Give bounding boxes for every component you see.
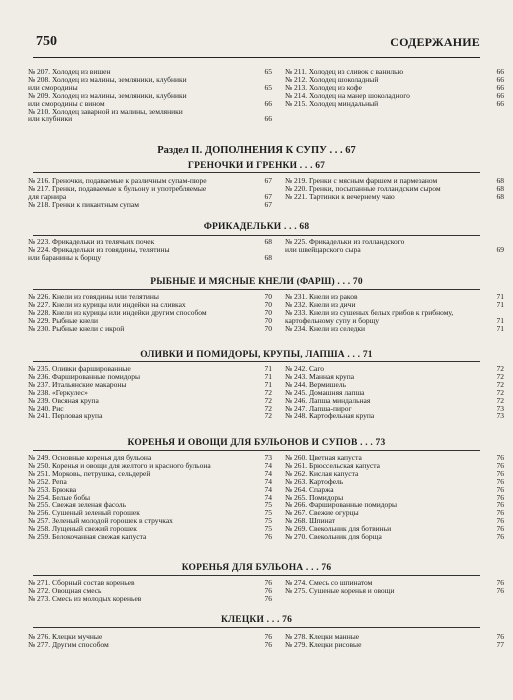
entry-page-number: 71	[496, 292, 504, 301]
entry-page-number: 68	[496, 183, 504, 193]
section-4-left-column	[28, 454, 272, 541]
entry-page-number: 76	[496, 460, 504, 470]
entry-title: № 266. Фаршированные помидоры	[285, 500, 398, 510]
entry-title: № 231. Кнели из раков	[285, 292, 358, 301]
section-rule-6	[33, 627, 480, 628]
entry-title: № 208. Холодец из малины, земляники, клубники	[28, 74, 187, 84]
toc-entry	[285, 193, 504, 201]
entry-page-number: 71	[496, 299, 504, 309]
entry-title: № 250. Коренья и овощи для желтого и красного бульона	[28, 460, 211, 470]
entry-title: № 248. Картофельная крупа	[285, 411, 375, 421]
entry-page-number: 75	[264, 508, 272, 518]
entry-page-number: 68	[264, 252, 272, 262]
entry-title: № 236. Фаршированные помидоры	[28, 371, 141, 381]
entry-title: № 269. Свекольник для ботвиньи	[285, 524, 392, 534]
entry-title: № 211. Холодец из сливок с ванилью	[285, 67, 404, 76]
section-1-left-column	[28, 238, 272, 262]
entry-page-number: 76	[264, 532, 272, 542]
entry-title: № 234. Кнели из селедки	[285, 323, 366, 333]
entry-page-number: 76	[496, 632, 504, 641]
entry-page-number: 76	[496, 500, 504, 510]
section-rule-0	[33, 172, 480, 173]
entry-title: № 214. Холодец на манер шоколадного	[285, 90, 410, 100]
entry-title: № 216. Греночки, подаваемые к различным супам-пюре	[28, 176, 207, 185]
toc-entry	[28, 254, 272, 262]
entry-title: № 276. Клецки мучные	[28, 632, 103, 641]
entry-page-number: 71	[496, 315, 504, 325]
section-6-left-column	[28, 633, 272, 649]
section-3-left-column	[28, 365, 272, 420]
section-title-4: КОРЕНЬЯ И ОВОЩИ ДЛЯ БУЛЬОНОВ И СУПОВ . . . 73	[127, 438, 386, 448]
entry-title: № 219. Гренки с мясным фаршем и пармезаном	[285, 176, 438, 185]
section-title-5: КОРЕНЬЯ ДЛЯ БУЛЬОНА . . . 76	[181, 563, 332, 573]
entry-title: картофельному супу и борщу	[285, 315, 380, 325]
entry-page-number: 72	[496, 379, 504, 389]
entry-page-number: 72	[496, 387, 504, 397]
toc-entry	[28, 397, 272, 405]
page-header	[36, 34, 480, 52]
entry-page-number: 75	[264, 524, 272, 534]
entry-page-number: 71	[264, 364, 272, 373]
entry-title: № 264. Спаржа	[285, 484, 334, 494]
entry-page-number: 67	[264, 176, 272, 185]
entry-title: № 263. Картофель	[285, 476, 344, 486]
entry-title: № 259. Белокочанная свежая капуста	[28, 532, 147, 542]
section-5-left-column	[28, 579, 272, 603]
entry-title: № 210. Холодец заварной из малины, земляники	[28, 106, 183, 116]
entry-page-number: 66	[496, 98, 504, 108]
toc-entry	[28, 201, 272, 209]
entry-title: № 260. Цветная капуста	[285, 453, 362, 462]
entry-title: № 215. Холодец миндальный	[285, 98, 379, 108]
block1-right-column	[285, 68, 504, 108]
section-title-3: ОЛИВКИ И ПОМИДОРЫ, КРУПЫ, ЛАПША . . . 71	[140, 350, 373, 360]
section-title-0: ГРЕНОЧКИ И ГРЕНКИ . . . 67	[187, 161, 326, 171]
toc-entry	[285, 325, 504, 333]
entry-title: № 233. Кнели из сушеных белых грибов к грибному,	[285, 307, 454, 317]
entry-title: № 251. Морковь, петрушка, сельдерей	[28, 468, 151, 478]
entry-title: № 271. Сборный состав кореньев	[28, 578, 135, 587]
entry-title: № 261. Брюссельская капуста	[285, 460, 380, 470]
entry-title: № 237. Итальянские макароны	[28, 379, 127, 389]
entry-page-number: 74	[264, 484, 272, 494]
entry-page-number: 76	[496, 476, 504, 486]
entry-page-number: 72	[264, 395, 272, 405]
entry-title: № 277. Другим способом	[28, 639, 109, 649]
entry-page-number: 77	[496, 639, 504, 649]
entry-page-number: 71	[496, 323, 504, 333]
entry-page-number: 68	[496, 176, 504, 185]
entry-page-number: 65	[264, 82, 272, 92]
section-2-left-column	[28, 293, 272, 333]
block1-left-column	[28, 68, 272, 123]
entry-title: № 240. Рис	[28, 403, 64, 413]
entry-page-number: 73	[496, 403, 504, 413]
section-title-1: ФРИКАДЕЛЬКИ . . . 68	[203, 222, 310, 232]
entry-page-number: 70	[264, 323, 272, 333]
entry-title: № 224. Фрикадельки из говядины, телятины	[28, 244, 170, 254]
toc-entry	[28, 325, 272, 333]
entry-page-number: 76	[264, 632, 272, 641]
entry-title: № 229. Рыбные кнели	[28, 315, 99, 325]
entry-title: № 207. Холодец из вишен	[28, 67, 111, 76]
entry-title: № 254. Белые бобы	[28, 492, 91, 502]
entry-title: № 228. Кнели из курицы или индейки другим способом	[28, 307, 207, 317]
entry-title: № 235. Оливки фаршированные	[28, 364, 131, 373]
entry-page-number: 67	[264, 191, 272, 201]
entry-title: № 252. Репа	[28, 476, 67, 486]
entry-title: № 230. Рыбные кнели с икрой	[28, 323, 125, 333]
entry-title: № 217. Гренки, подаваемые к бульону и употребляемые	[28, 183, 207, 193]
entry-title: № 273. Смесь из молодых кореньев	[28, 593, 142, 603]
entry-title: № 243. Манная крупа	[285, 371, 355, 381]
entry-title: № 249. Основные коренья для бульона	[28, 453, 152, 462]
entry-title: № 242. Саго	[285, 364, 325, 373]
toc-entry	[285, 587, 504, 595]
entry-title: № 246. Лапша миндальная	[285, 395, 371, 405]
entry-title: № 225. Фрикадельки из голландского	[285, 237, 405, 246]
entry-title: № 247. Лапша-пирог	[285, 403, 352, 413]
entry-page-number: 66	[496, 82, 504, 92]
entry-page-number: 76	[496, 578, 504, 587]
section-0-left-column	[28, 177, 272, 209]
entry-page-number: 71	[264, 379, 272, 389]
entry-title: № 255. Свежая зеленая фасоль	[28, 500, 127, 510]
section-title-6: КЛЕЦКИ . . . 76	[220, 615, 293, 625]
entry-page-number: 66	[264, 98, 272, 108]
entry-title: № 256. Сушеный зеленый горошек	[28, 508, 140, 518]
entry-title: № 220. Гренки, посыпанные голландским сыром	[285, 183, 441, 193]
entry-title: № 221. Тартинки к вечернему чаю	[285, 191, 395, 201]
section-rule-5	[33, 575, 480, 576]
page-number: 750	[36, 34, 57, 49]
entry-page-number: 76	[496, 532, 504, 542]
section-4-right-column	[285, 454, 504, 541]
entry-page-number: 76	[496, 508, 504, 518]
entry-title: № 262. Кислая капуста	[285, 468, 359, 478]
entry-title: № 268. Шпинат	[285, 516, 336, 526]
entry-page-number: 72	[496, 395, 504, 405]
toc-entry	[28, 115, 272, 123]
entry-page-number: 66	[264, 114, 272, 124]
entry-page-number: 67	[264, 199, 272, 209]
entry-page-number: 76	[496, 585, 504, 595]
entry-title: № 226. Кнели из говядины или телятины	[28, 292, 159, 301]
entry-title: или смородины с вином	[28, 98, 105, 108]
entry-page-number: 68	[496, 191, 504, 201]
entry-page-number: 72	[496, 364, 504, 373]
header-rule	[33, 57, 480, 58]
entry-page-number: 76	[496, 484, 504, 494]
section-3-right-column	[285, 365, 504, 420]
entry-title: № 241. Перловая крупа	[28, 411, 103, 421]
entry-title: № 218. Гренки к пикантным супам	[28, 199, 139, 209]
entry-title: № 272. Овощная смесь	[28, 585, 102, 595]
entry-page-number: 70	[264, 292, 272, 301]
entry-page-number: 76	[496, 492, 504, 502]
toc-entry	[285, 100, 504, 108]
entry-page-number: 66	[496, 74, 504, 84]
entry-title: № 275. Сушеные коренья и овощи	[285, 585, 395, 595]
entry-title: № 253. Брюква	[28, 484, 77, 494]
entry-title: № 232. Кнели из дичи	[285, 299, 356, 309]
toc-entry	[28, 533, 272, 541]
entry-title: для гарнира	[28, 191, 67, 201]
entry-page-number: 66	[496, 90, 504, 100]
running-title: СОДЕРЖАНИЕ	[390, 35, 480, 49]
section-rule-2	[33, 289, 480, 290]
part-heading: Раздел II. ДОПОЛНЕНИЯ К СУПУ . . . 67	[157, 145, 356, 156]
section-rule-3	[33, 361, 480, 362]
entry-page-number: 76	[496, 468, 504, 478]
entry-page-number: 74	[264, 460, 272, 470]
section-title-2: РЫБНЫЕ И МЯСНЫЕ КНЕЛИ (ФАРШ) . . . 70	[150, 277, 363, 287]
toc-entry	[285, 412, 504, 420]
section-5-right-column	[285, 579, 504, 595]
entry-page-number: 70	[264, 315, 272, 325]
entry-page-number: 74	[264, 468, 272, 478]
toc-entry	[285, 246, 504, 254]
entry-page-number: 73	[264, 453, 272, 462]
section-2-right-column	[285, 293, 504, 333]
entry-page-number: 76	[496, 524, 504, 534]
entry-title: № 267. Свежие огурцы	[285, 508, 359, 518]
entry-title: № 227. Кнели из курицы или индейки на сливках	[28, 299, 186, 309]
toc-entry	[28, 412, 272, 420]
entry-title: или баранины к борщу	[28, 252, 102, 262]
section-1-right-column	[285, 238, 504, 254]
entry-title: № 239. Овсяная крупа	[28, 395, 99, 405]
entry-page-number: 72	[264, 411, 272, 421]
section-0-right-column	[285, 177, 504, 201]
entry-page-number: 74	[264, 492, 272, 502]
entry-page-number: 75	[264, 500, 272, 510]
entry-title: № 209. Холодец из малины, земляники, клубники	[28, 90, 187, 100]
toc-entry	[285, 641, 504, 649]
entry-title: № 257. Зеленый молодой горошек в стручках	[28, 516, 173, 526]
entry-page-number: 76	[264, 639, 272, 649]
entry-page-number: 72	[496, 371, 504, 381]
entry-title: № 245. Домашняя лапша	[285, 387, 365, 397]
entry-page-number: 74	[264, 476, 272, 486]
entry-page-number: 73	[496, 411, 504, 421]
entry-title: № 213. Холодец из кофе	[285, 82, 362, 92]
entry-page-number: 76	[264, 585, 272, 595]
entry-page-number: 76	[264, 593, 272, 603]
entry-page-number: 76	[496, 516, 504, 526]
entry-title: № 244. Вермишель	[285, 379, 347, 389]
toc-entry	[28, 641, 272, 649]
entry-title: № 279. Клецки рисовые	[285, 639, 362, 649]
entry-page-number: 68	[264, 237, 272, 246]
entry-page-number: 72	[264, 403, 272, 413]
section-rule-4	[33, 450, 480, 451]
entry-title: № 278. Клецки манные	[285, 632, 360, 641]
entry-title: или смородины	[28, 82, 78, 92]
entry-page-number: 71	[264, 371, 272, 381]
entry-page-number: 76	[496, 453, 504, 462]
entry-page-number: 72	[264, 387, 272, 397]
entry-page-number: 75	[264, 516, 272, 526]
entry-title: № 274. Смесь со шпинатом	[285, 578, 373, 587]
entry-title: или клубники	[28, 114, 73, 124]
entry-page-number: 70	[264, 307, 272, 317]
entry-title: № 223. Фрикадельки из телячьих почек	[28, 237, 155, 246]
toc-entry	[285, 533, 504, 541]
entry-title: № 265. Помидоры	[285, 492, 344, 502]
entry-page-number: 65	[264, 67, 272, 76]
section-6-right-column	[285, 633, 504, 649]
entry-title: № 238. «Геркулес»	[28, 387, 88, 397]
section-rule-1	[33, 235, 480, 236]
entry-title: № 212. Холодец шоколадный	[285, 74, 379, 84]
entry-title: № 270. Свекольник для борща	[285, 532, 382, 542]
entry-page-number: 66	[496, 67, 504, 76]
entry-page-number: 70	[264, 299, 272, 309]
entry-page-number: 76	[264, 578, 272, 587]
entry-page-number: 69	[496, 244, 504, 254]
entry-title: № 258. Лущеный свежий горошек	[28, 524, 137, 534]
entry-title: или швейцарского сыра	[285, 244, 361, 254]
toc-entry	[28, 595, 272, 603]
